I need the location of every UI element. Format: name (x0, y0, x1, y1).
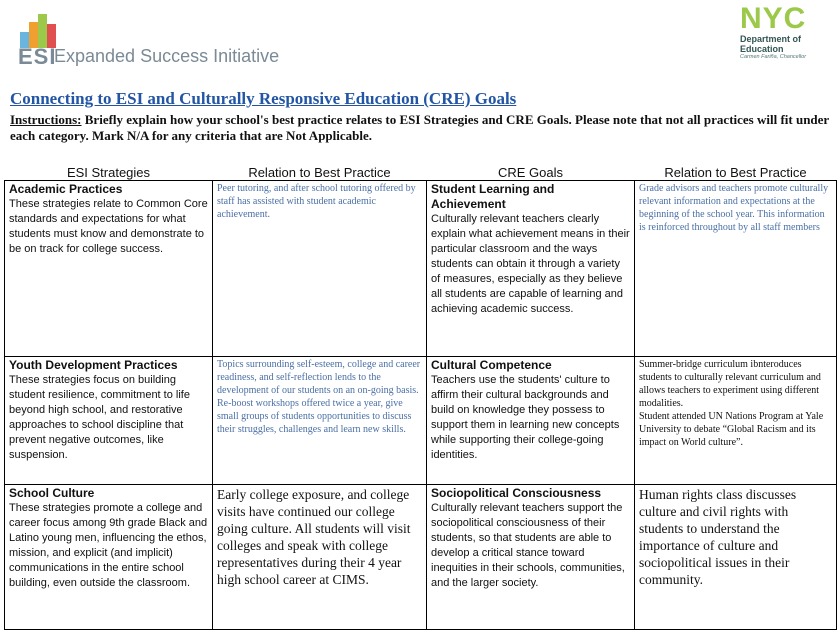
cre-relation-text: Human rights class discusses culture and civil rights with students to understand the importance of culture and sociopolitical issues in their community. (639, 487, 797, 587)
cre-goal-title: Student Learning and Achievement (431, 182, 555, 211)
esi-relation-text: Topics surrounding self-esteem, college and career readiness, and self-reflection lends to the development of our students on an on-going basis. Re-boost workshops offered twice a year, give small groups of students opportunities to discuss their struggles, challenges and learn new skills. (217, 359, 421, 435)
esi-relation-text: Early college exposure, and college visits have continued our college going culture. All students will visit colleges and speak with college representatives during their 4 year high school career at CIMS. (217, 487, 411, 587)
cre-goal-title: Cultural Competence (431, 358, 552, 372)
logo-bar (38, 14, 47, 48)
table-row (5, 357, 837, 485)
esi-relation-cell (213, 357, 427, 485)
esi-strategy-cell (5, 181, 213, 357)
instructions-label: Instructions: (10, 112, 82, 127)
table-header-row (5, 165, 837, 181)
esi-strategy-desc: These strategies promote a college and career focus among 9th grade Black and Latino young men, influencing the ethos, mission, and explicit (and implicit) communications in the entire school building, even outside the classroom. (9, 502, 208, 589)
esi-relation-cell (213, 485, 427, 630)
nyc-doe-logo (740, 4, 835, 64)
cre-goal-desc: Culturally relevant teachers clearly explain what achievement means in their particular classroom and the ways students can obtain it through a variety of measures, especially as they believe all students are capable of learning and achieving academic success. (431, 213, 630, 315)
nyc-dept-line1: Department of (740, 34, 802, 44)
nyc-chancellor: Carmen Fariña, Chancellor (740, 54, 807, 60)
esi-logo (8, 6, 308, 69)
esi-strategy-title: Academic Practices (9, 182, 123, 196)
goals-table (4, 165, 837, 630)
column-header-esi-strategies: ESI Strategies (66, 165, 151, 180)
esi-strategy-desc: These strategies relate to Common Core standards and expectations for what students must know and demonstrate to be on track for college success. (9, 198, 208, 255)
page-title: Connecting to ESI and Culturally Responsive Education (CRE) Goals (10, 89, 517, 108)
esi-strategy-cell (5, 357, 213, 485)
instructions-text: Briefly explain how your school's best practice relates to ESI Strategies and CRE Goals. Please note that not all practices will fit under each category. Mark N/A for any criteria that are Not Applicable. (10, 112, 829, 143)
esi-strategy-title: School Culture (9, 486, 95, 500)
cre-goal-cell (427, 357, 635, 485)
esi-strategy-title: Youth Development Practices (9, 358, 178, 372)
column-header-esi-relation: Relation to Best Practice (248, 165, 391, 180)
esi-relation-text: Peer tutoring, and after school tutoring offered by staff has assisted with student academic achievement. (217, 183, 416, 220)
instructions (10, 112, 832, 144)
column-header-cre-relation: Relation to Best Practice (664, 165, 807, 180)
esi-abbr: ESI (18, 44, 57, 69)
esi-relation-cell (213, 181, 427, 357)
cre-relation-cell (635, 485, 837, 630)
cre-goal-desc: Teachers use the students' culture to affirm their cultural backgrounds and build on knowledge they possess to support them in learning new concepts while supporting their college-going identities. (431, 374, 620, 461)
cre-relation-text: Summer-bridge curriculum ibnteroduces students to culturally relevant curriculum and allows teachers to experiment using different modalities. (639, 359, 821, 409)
esi-name: Expanded Success Initiative (54, 46, 280, 66)
cre-relation-cell (635, 181, 837, 357)
esi-strategy-desc: These strategies focus on building student resilience, commitment to life beyond high school, and restorative approaches to school discipline that prevent negative outcomes, like suspension. (9, 374, 190, 461)
table-row (5, 181, 837, 357)
esi-bars-icon (20, 8, 60, 48)
table-row (5, 485, 837, 630)
nyc-letters: NYC (740, 2, 807, 35)
esi-strategy-cell (5, 485, 213, 630)
cre-relation-text: Student attended UN Nations Program at Yale University to debate “Global Racism and its impact on World culture”. (639, 411, 824, 448)
column-header-cre-goals: CRE Goals (497, 165, 564, 180)
nyc-dept-line2: Education (740, 44, 784, 54)
cre-goal-cell (427, 485, 635, 630)
cre-goal-desc: Culturally relevant teachers support the sociopolitical consciousness of their students, so that students are able to develop a critical stance toward inequities in their schools, communities, and the larger society. (431, 502, 625, 589)
cre-goal-title: Sociopolitical Consciousness (431, 486, 602, 500)
cre-relation-text: Grade advisors and teachers promote culturally relevant information and expectations at the beginning of the school year. This information is reinforced throughout by all staff members (639, 183, 829, 233)
cre-goal-cell (427, 181, 635, 357)
cre-relation-cell (635, 357, 837, 485)
